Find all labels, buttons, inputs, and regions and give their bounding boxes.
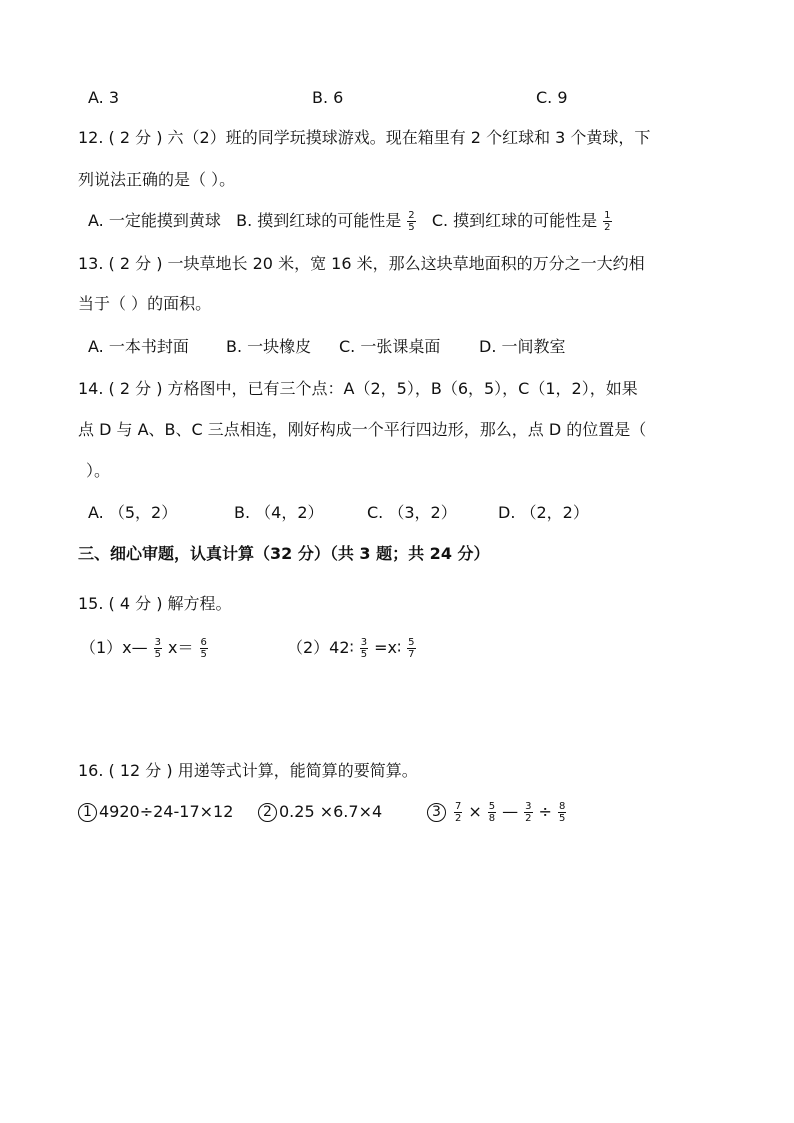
section-3-heading: 三、细心审题，认真计算（32 分）（共 3 题；共 24 分）	[78, 544, 490, 563]
q12-option-a: A. 一定能摸到黄球	[88, 211, 221, 230]
q15-question: 15. ( 4 分 ) 解方程。	[78, 594, 232, 613]
q11-option-a: A. 3	[88, 88, 120, 107]
q13-option-b: B. 一块橡皮	[226, 337, 312, 356]
q14-option-b: B. （4，2）	[234, 503, 324, 522]
q12-question-line2: 列说法正确的是（ ）。	[78, 170, 236, 189]
circled-number-1: 1	[78, 803, 97, 822]
q13-question-line2: 当于（ ）的面积。	[78, 294, 212, 313]
q14-option-a: A. （5，2）	[88, 503, 178, 522]
q16-expression-3: 3 $\frac{7}{2}$ × $\frac{5}{8}$ — $\frac{3}{2}$ ÷ $\frac{8}{5}$	[427, 801, 572, 824]
q13-option-c: C. 一张课桌面	[339, 337, 441, 356]
q13-option-d: D. 一间教室	[479, 337, 566, 356]
q16-expression-2: 2 0.25 ×6.7×4	[258, 801, 382, 823]
q14-question-line2: 点 D 与 A、B、C 三点相连，刚好构成一个平行四边形，那么，点 D 的位置是（	[78, 420, 647, 439]
q15-equation-1: （1）x— $\frac{3}{5}$ x＝ $\frac{6}{5}$	[80, 637, 207, 660]
circled-number-3: 3	[427, 803, 446, 822]
q13-option-a: A. 一本书封面	[88, 337, 189, 356]
q12-options	[88, 210, 618, 233]
q11-option-c: C. 9	[536, 88, 568, 107]
q11-option-b: B. 6	[312, 88, 344, 107]
q14-question-line1: 14. ( 2 分 ) 方格图中，已有三个点：A（2，5），B（6，5），C（1，2），如果	[78, 379, 638, 398]
q14-option-d: D. （2，2）	[498, 503, 589, 522]
q12-option-b: B. 摸到红球的可能性是	[236, 211, 402, 230]
q13-question-line1: 13. ( 2 分 ) 一块草地长 20 米，宽 16 米，那么这块草地面积的万分之一大约相	[78, 254, 645, 273]
q12-option-b-fraction: $\frac{2}{5}$	[408, 210, 415, 233]
q15-equation-2: （2）42∶ $\frac{3}{5}$ =x∶ $\frac{5}{7}$	[287, 637, 415, 660]
q14-question-line3: ）。	[86, 461, 111, 480]
q14-option-c: C. （3，2）	[367, 503, 457, 522]
q16-question: 16. ( 12 分 ) 用递等式计算，能简算的要简算。	[78, 761, 418, 780]
q12-option-c-fraction: $\frac{1}{2}$	[604, 210, 611, 233]
q16-expression-1: 1 4920÷24-17×12	[78, 801, 233, 823]
circled-number-2: 2	[258, 803, 277, 822]
q12-option-c: C. 摸到红球的可能性是	[431, 211, 598, 230]
q12-question-line1: 12. ( 2 分 ) 六（2）班的同学玩摸球游戏。现在箱里有 2 个红球和 3 个黄球，下	[78, 128, 651, 147]
